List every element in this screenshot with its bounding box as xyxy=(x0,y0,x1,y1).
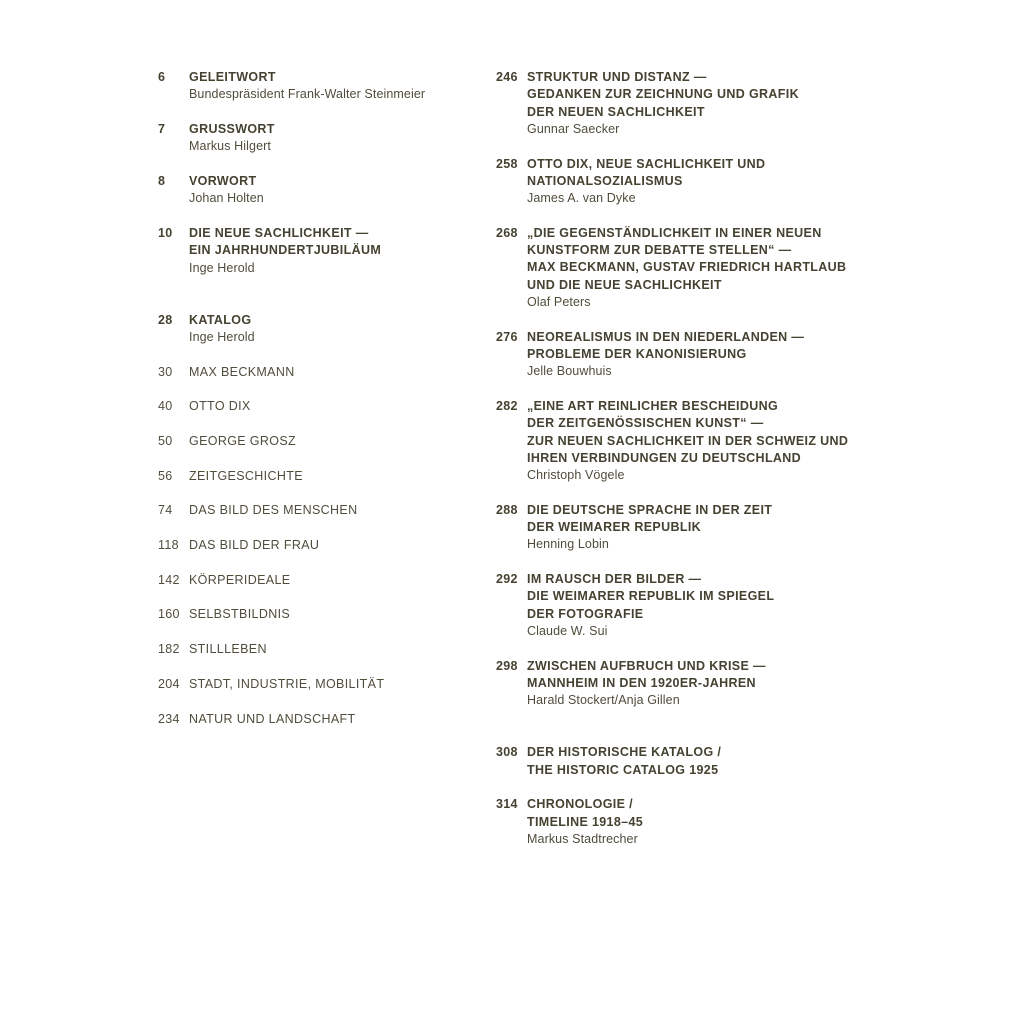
page-number: 282 xyxy=(496,399,518,414)
toc-entry xyxy=(158,711,488,728)
entry-text xyxy=(189,225,488,277)
entry-title-line: DER NEUEN SACHLICHKEIT xyxy=(527,104,705,119)
entry-title-line: KÖRPERIDEALE xyxy=(189,572,291,587)
entry-author: Henning Lobin xyxy=(527,537,609,552)
page-number: 30 xyxy=(158,364,173,379)
page-number: 268 xyxy=(496,225,518,240)
toc-entry xyxy=(158,364,488,381)
entry-author: Markus Stadtrecher xyxy=(527,832,638,847)
entry-title-line: NEOREALISMUS IN DEN NIEDERLANDEN — xyxy=(527,329,805,344)
page-number: 40 xyxy=(158,399,173,414)
entry-title-line: TIMELINE 1918–45 xyxy=(527,814,644,829)
toc-column-right xyxy=(496,69,896,866)
entry-text xyxy=(527,69,896,138)
toc-entry xyxy=(158,502,488,519)
entry-title-line: DAS BILD DES MENSCHEN xyxy=(189,503,358,518)
entry-author: Christoph Vögele xyxy=(527,468,625,483)
entry-author: Inge Herold xyxy=(189,329,255,344)
entry-title-line: DAS BILD DER FRAU xyxy=(189,538,320,553)
entry-author: Markus Hilgert xyxy=(189,139,271,154)
entry-text xyxy=(527,571,896,640)
entry-title-line: „DIE GEGENSTÄNDLICHKEIT IN EINER NEUEN xyxy=(527,225,822,240)
toc-entry xyxy=(158,537,488,554)
entry-text xyxy=(527,658,896,710)
toc-entry xyxy=(158,312,488,347)
toc-entry xyxy=(158,121,488,156)
toc-entry xyxy=(158,676,488,693)
page-number: 314 xyxy=(496,797,518,812)
toc-entry xyxy=(496,225,896,311)
entry-title-line: VORWORT xyxy=(189,173,257,188)
entry-text xyxy=(189,312,488,347)
entry-author: Claude W. Sui xyxy=(527,624,608,639)
entry-title-line: NATIONALSOZIALISMUS xyxy=(527,173,683,188)
entry-title-line: OTTO DIX, NEUE SACHLICHKEIT UND xyxy=(527,156,766,171)
toc-entry xyxy=(496,69,896,138)
page-number: 7 xyxy=(158,121,166,136)
page-number: 56 xyxy=(158,468,173,483)
entry-title-line: ZWISCHEN AUFBRUCH UND KRISE — xyxy=(527,658,766,673)
entry-title-line: STADT, INDUSTRIE, MOBILITÄT xyxy=(189,676,385,691)
entry-title-line: GRUSSWORT xyxy=(189,121,275,136)
toc-entry xyxy=(158,225,488,277)
entry-title-line: EIN JAHRHUNDERTJUBILÄUM xyxy=(189,243,382,258)
entry-title-line: OTTO DIX xyxy=(189,399,251,414)
toc-entry xyxy=(496,502,896,554)
entry-title-line: GEORGE GROSZ xyxy=(189,434,296,448)
toc-entry xyxy=(496,658,896,710)
entry-text xyxy=(189,173,488,208)
page-number: 28 xyxy=(158,312,173,327)
entry-title-line: DER HISTORISCHE KATALOG / xyxy=(527,745,722,760)
entry-text xyxy=(189,572,488,589)
page-number: 308 xyxy=(496,745,518,760)
entry-text xyxy=(189,468,488,485)
toc-column-left xyxy=(158,69,488,745)
entry-text xyxy=(189,121,488,156)
entry-text xyxy=(189,398,488,415)
entry-author: Jelle Bouwhuis xyxy=(527,364,612,379)
toc-entry xyxy=(496,398,896,484)
toc-entry xyxy=(158,69,488,104)
entry-title-line: KUNSTFORM ZUR DEBATTE STELLEN“ — xyxy=(527,243,792,258)
entry-title-line: DER ZEITGENÖSSISCHEN KUNST“ — xyxy=(527,416,764,431)
entry-title-line: KATALOG xyxy=(189,312,252,327)
entry-title-line: THE HISTORIC CATALOG 1925 xyxy=(527,762,719,777)
entry-text xyxy=(527,502,896,554)
toc-entry xyxy=(496,744,896,779)
entry-author: Bundespräsident Frank-Walter Steinmeier xyxy=(189,87,426,102)
toc-entry xyxy=(158,641,488,658)
page-number: 50 xyxy=(158,434,173,448)
toc-entry xyxy=(158,606,488,623)
page-number: 182 xyxy=(158,642,180,657)
entry-text xyxy=(189,69,488,104)
entry-text xyxy=(189,364,488,381)
toc-entry xyxy=(496,156,896,208)
entry-title-line: DER WEIMARER REPUBLIK xyxy=(527,520,702,535)
toc-entry xyxy=(158,173,488,208)
entry-text xyxy=(527,398,896,484)
entry-text xyxy=(527,744,896,779)
entry-text xyxy=(527,329,896,381)
toc-entry xyxy=(158,572,488,589)
toc-entry xyxy=(496,329,896,381)
toc-entry xyxy=(496,796,896,848)
page-number: 6 xyxy=(158,70,166,84)
page-number: 142 xyxy=(158,572,180,587)
entry-title-line: SELBSTBILDNIS xyxy=(189,607,291,622)
entry-text xyxy=(189,502,488,519)
page-number: 292 xyxy=(496,572,518,587)
entry-text xyxy=(527,225,896,311)
entry-title-line: GELEITWORT xyxy=(189,70,276,84)
entry-title-line: CHRONOLOGIE / xyxy=(527,797,633,812)
entry-title-line: DER FOTOGRAFIE xyxy=(527,606,644,621)
page-number: 204 xyxy=(158,676,180,691)
entry-author: Inge Herold xyxy=(189,260,255,275)
toc-entry xyxy=(496,571,896,640)
entry-author: James A. van Dyke xyxy=(527,191,636,206)
page-number: 118 xyxy=(158,538,179,553)
entry-title-line: MANNHEIM IN DEN 1920ER-JAHREN xyxy=(527,676,756,691)
entry-text xyxy=(189,641,488,658)
entry-author: Olaf Peters xyxy=(527,295,591,310)
page-number: 234 xyxy=(158,711,180,726)
entry-author: Johan Holten xyxy=(189,191,264,206)
entry-author: Harald Stockert/Anja Gillen xyxy=(527,693,680,708)
entry-title-line: GEDANKEN ZUR ZEICHNUNG UND GRAFIK xyxy=(527,87,799,102)
entry-text xyxy=(189,606,488,623)
entry-text xyxy=(189,433,488,450)
entry-title-line: IHREN VERBINDUNGEN ZU DEUTSCHLAND xyxy=(527,450,802,465)
entry-author: Gunnar Saecker xyxy=(527,121,620,136)
entry-text xyxy=(189,537,488,554)
entry-title-line: DIE WEIMARER REPUBLIK IM SPIEGEL xyxy=(527,589,775,604)
entry-title-line: DIE NEUE SACHLICHKEIT — xyxy=(189,225,369,240)
toc-entry xyxy=(158,433,488,450)
entry-text xyxy=(189,711,488,728)
entry-title-line: MAX BECKMANN, GUSTAV FRIEDRICH HARTLAUB xyxy=(527,260,847,275)
toc-entry xyxy=(158,468,488,485)
page-number: 276 xyxy=(496,329,518,344)
entry-title-line: „EINE ART REINLICHER BESCHEIDUNG xyxy=(527,399,779,414)
entry-title-line: MAX BECKMANN xyxy=(189,364,295,379)
entry-title-line: ZUR NEUEN SACHLICHKEIT IN DER SCHWEIZ UND xyxy=(527,433,849,448)
entry-text xyxy=(189,676,488,693)
entry-title-line: ZEITGESCHICHTE xyxy=(189,468,303,483)
entry-title-line: NATUR UND LANDSCHAFT xyxy=(189,711,356,726)
entry-title-line: STRUKTUR UND DISTANZ — xyxy=(527,70,707,84)
page-number: 10 xyxy=(158,225,173,240)
entry-title-line: PROBLEME DER KANONISIERUNG xyxy=(527,347,747,362)
page-number: 288 xyxy=(496,502,518,517)
page-number: 298 xyxy=(496,658,518,673)
entry-title-line: STILLLEBEN xyxy=(189,642,267,657)
toc-entry xyxy=(158,398,488,415)
entry-title-line: UND DIE NEUE SACHLICHKEIT xyxy=(527,277,722,292)
page-number: 8 xyxy=(158,173,166,188)
page-number: 160 xyxy=(158,607,180,622)
entry-title-line: DIE DEUTSCHE SPRACHE IN DER ZEIT xyxy=(527,502,773,517)
entry-text xyxy=(527,796,896,848)
page-number: 74 xyxy=(158,503,173,518)
entry-text xyxy=(527,156,896,208)
entry-title-line: IM RAUSCH DER BILDER — xyxy=(527,572,702,587)
page-number: 258 xyxy=(496,156,518,171)
page-number: 246 xyxy=(496,70,518,84)
